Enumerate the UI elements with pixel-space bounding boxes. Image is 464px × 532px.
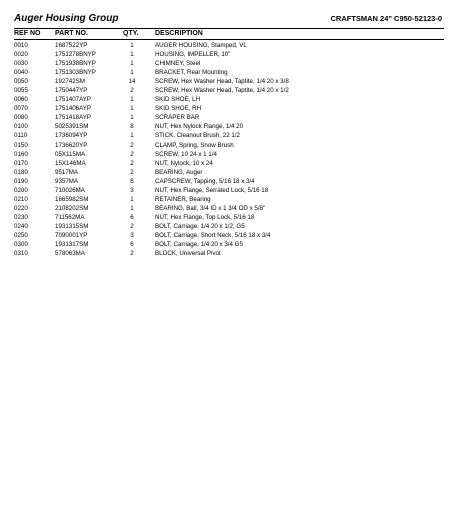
- ref-cell: 0010: [14, 42, 28, 49]
- table-row: [14, 222, 444, 231]
- quantity-cell: 1: [130, 195, 134, 203]
- quantity-cell: 1: [130, 96, 134, 104]
- table-row: [14, 86, 444, 95]
- ref-cell: 0020: [14, 51, 28, 59]
- quantity-cell: 6: [130, 213, 134, 221]
- quantity-cell: 2: [130, 141, 134, 149]
- part-number-cell: 1751418AYP: [55, 114, 92, 122]
- table-row: [14, 50, 444, 59]
- part-number-cell: 192742SM: [55, 78, 85, 86]
- table-row: [14, 131, 444, 140]
- ref-cell: 0110: [14, 132, 28, 140]
- column-header-part: PART NO.: [55, 30, 88, 37]
- part-number-cell: 1751303BNYP: [55, 69, 96, 77]
- quantity-cell: 3: [130, 186, 134, 194]
- quantity-cell: 1: [130, 42, 134, 49]
- table-row: [14, 77, 444, 86]
- part-number-cell: 578063MA: [55, 250, 85, 258]
- part-number-cell: 1931315SM: [55, 222, 89, 230]
- description-cell: SCREW, Hex Washer Head, Taptite, 1/4 20 x 3/8: [155, 78, 289, 86]
- column-header-desc: DESCRIPTION: [155, 30, 203, 37]
- part-number-cell: 1751278BNYP: [55, 51, 96, 59]
- ref-cell: 0220: [14, 204, 28, 212]
- table-row: [14, 213, 444, 222]
- table-row: [14, 195, 444, 204]
- ref-cell: 0030: [14, 60, 28, 68]
- quantity-cell: 14: [128, 78, 136, 86]
- column-header-rule: [14, 39, 444, 40]
- part-number-cell: 9357MA: [55, 177, 79, 185]
- table-row: [14, 159, 444, 168]
- part-number-cell: 05X115MA: [55, 150, 86, 158]
- quantity-cell: 2: [130, 168, 134, 176]
- ref-cell: 0190: [14, 177, 28, 185]
- quantity-cell: 2: [130, 250, 134, 258]
- group-title: Auger Housing Group: [14, 13, 119, 24]
- description-cell: NUT, Hex Nylock Flange, 1/4 20: [155, 123, 244, 131]
- page-header: [14, 13, 442, 29]
- description-cell: SKID SHOE, RH: [155, 105, 202, 113]
- ref-cell: 0160: [14, 150, 28, 158]
- table-row: [14, 59, 444, 68]
- table-row: [14, 204, 444, 213]
- description-cell: STICK, Cleanout Brush, 22 1/2: [155, 132, 240, 140]
- part-number-cell: 1751938BNYP: [55, 60, 96, 68]
- description-cell: BEARING, Ball, 3/4 ID x 1 3/4 OD x 5/8": [155, 204, 266, 212]
- ref-cell: 0070: [14, 105, 28, 113]
- column-header-qty: QTY.: [123, 30, 139, 37]
- model-title: CRAFTSMAN 24" C950-52123-0: [330, 14, 442, 23]
- header-rule: [14, 28, 444, 29]
- description-cell: SCRAPER BAR: [155, 114, 200, 122]
- ref-cell: 0300: [14, 241, 28, 249]
- part-number-cell: 15X146MA: [55, 159, 86, 167]
- part-number-cell: 7090001YP: [55, 231, 88, 239]
- table-row: [14, 122, 444, 131]
- part-number-cell: 1751407AYP: [55, 96, 92, 104]
- description-cell: CHIMNEY, Steel: [155, 60, 201, 68]
- table-row: [14, 150, 444, 159]
- ref-cell: 0100: [14, 123, 28, 131]
- quantity-cell: 3: [130, 231, 134, 239]
- quantity-cell: 2: [130, 159, 134, 167]
- table-row: [14, 168, 444, 177]
- quantity-cell: 1: [130, 69, 134, 77]
- table-row: [14, 141, 444, 150]
- part-number-cell: 1750447YP: [55, 87, 88, 95]
- quantity-cell: 8: [130, 123, 134, 131]
- description-cell: BOLT, Carriage, 1/4 20 x 1/2, G5: [155, 222, 245, 230]
- table-row: [14, 113, 444, 122]
- ref-cell: 0250: [14, 231, 28, 239]
- part-number-cell: 1665982SM: [55, 195, 89, 203]
- ref-cell: 0240: [14, 222, 28, 230]
- description-cell: CAPSCREW, Tapping, 5/16 18 x 3/4: [155, 177, 255, 185]
- table-row: [14, 186, 444, 195]
- description-cell: RETAINER, Bearing: [155, 195, 211, 203]
- quantity-cell: 1: [130, 105, 134, 113]
- part-number-cell: 710026MA: [55, 186, 85, 194]
- part-number-cell: 1931317SM: [55, 241, 89, 249]
- part-number-cell: 1751406AYP: [55, 105, 92, 113]
- table-row: [14, 240, 444, 249]
- column-header-ref: REF NO: [14, 30, 41, 37]
- ref-cell: 0080: [14, 114, 28, 122]
- quantity-cell: 2: [130, 150, 134, 158]
- quantity-cell: 1: [130, 60, 134, 68]
- quantity-cell: 1: [130, 204, 134, 212]
- description-cell: BOLT, Carriage, 1/4 20 x 3/4 G5: [155, 241, 243, 249]
- ref-cell: 0230: [14, 213, 28, 221]
- column-headers: [14, 30, 444, 39]
- quantity-cell: 6: [130, 177, 134, 185]
- description-cell: NUT, Hex Flange, Top Lock, 5/16 18: [155, 213, 255, 221]
- part-number-cell: 711562MA: [55, 213, 85, 221]
- description-cell: BEARING, Auger: [155, 168, 203, 176]
- part-number-cell: 5025391SM: [55, 123, 89, 131]
- description-cell: SKID SHOE, LH: [155, 96, 201, 104]
- ref-cell: 0150: [14, 141, 28, 149]
- ref-cell: 0200: [14, 186, 28, 194]
- description-cell: HOUSING, IMPELLER, 10": [155, 51, 231, 59]
- quantity-cell: 1: [130, 51, 134, 59]
- part-number-cell: 1687522YP: [55, 42, 88, 49]
- parts-table: [14, 41, 444, 258]
- quantity-cell: 1: [130, 132, 134, 140]
- ref-cell: 0060: [14, 96, 28, 104]
- table-row: [14, 41, 444, 50]
- table-row: [14, 249, 444, 258]
- ref-cell: 0180: [14, 168, 28, 176]
- ref-cell: 0310: [14, 250, 28, 258]
- description-cell: AUGER HOUSING, Stamped, VL: [155, 42, 247, 49]
- description-cell: BLOCK, Universal Pivot: [155, 250, 221, 258]
- table-row: [14, 231, 444, 240]
- description-cell: BOLT, Carriage, Short Neck, 5/16 18 x 3/4: [155, 231, 271, 239]
- quantity-cell: 6: [130, 241, 134, 249]
- ref-cell: 0050: [14, 78, 28, 86]
- ref-cell: 0210: [14, 195, 28, 203]
- part-number-cell: 1736620YP: [55, 141, 88, 149]
- part-number-cell: 2108202SM: [55, 204, 89, 212]
- ref-cell: 0055: [14, 87, 28, 95]
- ref-cell: 0170: [14, 159, 28, 167]
- quantity-cell: 2: [130, 87, 134, 95]
- quantity-cell: 1: [130, 114, 134, 122]
- table-row: [14, 95, 444, 104]
- table-row: [14, 68, 444, 77]
- description-cell: NUT, Nylock, 10 x 24: [155, 159, 213, 167]
- description-cell: SCREW, Hex Washer Head, Taptite, 1/4 20 x 1/2: [155, 87, 289, 95]
- table-row: [14, 177, 444, 186]
- quantity-cell: 2: [130, 222, 134, 230]
- description-cell: NUT, Hex Flange, Serrated Lock, 5/16 18: [155, 186, 269, 194]
- description-cell: SCREW, 10 24 x 1 1/4: [155, 150, 217, 158]
- ref-cell: 0040: [14, 69, 28, 77]
- part-number-cell: 1736094YP: [55, 132, 88, 140]
- description-cell: CLAMP, Spring, Snow Brush: [155, 141, 234, 149]
- description-cell: BRACKET, Rear Mounting: [155, 69, 228, 77]
- table-row: [14, 104, 444, 113]
- part-number-cell: 9517MA: [55, 168, 79, 176]
